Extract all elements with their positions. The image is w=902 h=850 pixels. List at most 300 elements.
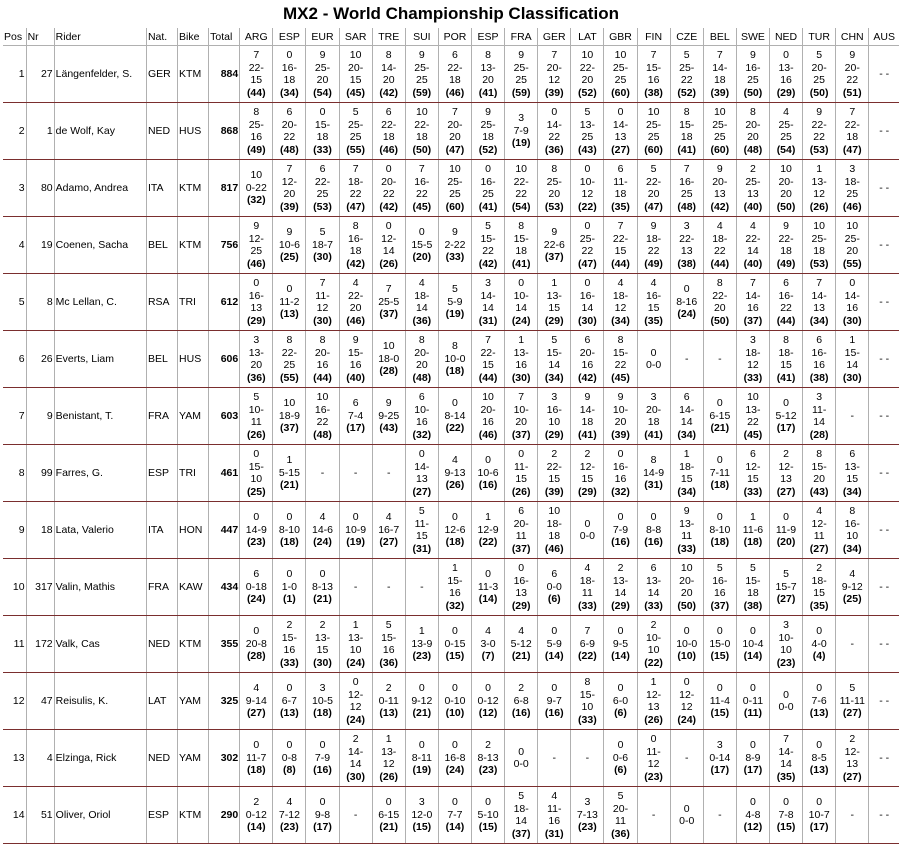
race-result-line: 9-13 xyxy=(444,466,466,479)
race-result-line: 9-14 xyxy=(245,694,267,707)
race-result-line: 1 xyxy=(551,277,558,289)
race-result-line: 10-0 xyxy=(676,637,698,650)
race-result-line: 25 xyxy=(581,131,594,143)
race-points: (55) xyxy=(280,371,299,384)
race-result-line: 8-8 xyxy=(646,523,662,536)
race-result-line: 8 xyxy=(683,106,690,118)
race-result-cell xyxy=(472,274,505,331)
race-result-cell xyxy=(869,445,899,502)
race-result-cell xyxy=(273,160,306,217)
race-result-cell xyxy=(736,103,769,160)
race-result-cell xyxy=(505,502,538,559)
race-points: (30) xyxy=(313,251,332,264)
race-result-cell xyxy=(869,730,899,787)
race-result-line: 6-15 xyxy=(709,409,731,422)
race-result-line: 4 xyxy=(551,790,558,802)
race-result-line: 13- xyxy=(579,118,595,131)
race-points: (1) xyxy=(282,593,296,606)
race-result-line: 4 xyxy=(253,682,260,695)
race-result-line: 0 xyxy=(617,511,624,524)
race-result-cell xyxy=(405,787,438,844)
race-result-line: - - xyxy=(879,181,890,194)
race-result-cell xyxy=(604,46,637,103)
race-points: (15) xyxy=(478,821,498,834)
cell-total: 884 xyxy=(209,46,240,103)
race-result-cell xyxy=(372,103,405,160)
race-result-cell xyxy=(703,46,736,103)
race-result-line: - xyxy=(684,352,689,365)
cell-bike: HUS xyxy=(178,103,209,160)
race-result-line: 3 xyxy=(849,163,856,175)
race-result-line: 1 xyxy=(485,511,491,524)
race-result-cell xyxy=(836,160,869,217)
race-result-cell xyxy=(240,730,273,787)
race-result-cell xyxy=(372,46,405,103)
race-result-line: 9 xyxy=(816,106,823,118)
race-points: (55) xyxy=(842,257,862,270)
race-points: (55) xyxy=(346,143,365,156)
race-result-line: 12- xyxy=(745,460,761,473)
race-result-line: 15- xyxy=(281,631,297,644)
race-result-line: 4 xyxy=(584,562,591,574)
race-result-line: 13- xyxy=(811,175,827,188)
race-result-line: 16 xyxy=(713,587,726,599)
race-result-line: 20- xyxy=(712,175,728,188)
race-result-line: 4 xyxy=(518,625,525,638)
race-result-line: 16 xyxy=(747,302,759,314)
race-result-cell xyxy=(869,502,899,559)
race-points: (36) xyxy=(379,656,399,669)
race-points: (48) xyxy=(412,371,432,384)
race-result-cell xyxy=(803,787,836,844)
race-result-line: 12 xyxy=(548,74,561,86)
race-result-cell xyxy=(670,46,703,103)
race-result-line: 0 xyxy=(750,625,756,638)
race-result-line: 0-11 xyxy=(378,694,399,707)
cell-nat: NED xyxy=(146,730,177,787)
race-points: (13) xyxy=(280,308,299,321)
race-result-line: 10 xyxy=(846,220,859,232)
race-result-line: 20 xyxy=(713,302,726,314)
race-result-line: 22 xyxy=(349,188,362,200)
race-result-cell xyxy=(736,160,769,217)
race-result-line: 6 xyxy=(551,568,558,581)
race-result-line: 0 xyxy=(385,796,392,809)
race-result-line: 20- xyxy=(579,346,595,359)
race-result-line: 7 xyxy=(352,163,359,175)
race-result-line: 20- xyxy=(281,118,297,131)
race-result-line: 14 xyxy=(349,758,362,770)
race-result-cell xyxy=(736,46,769,103)
race-result-line: 20- xyxy=(414,346,430,359)
race-result-line: 18- xyxy=(546,517,562,530)
race-result-cell xyxy=(836,673,869,730)
race-points: (30) xyxy=(842,371,862,384)
race-points: (49) xyxy=(644,257,663,270)
race-result-line: 4-0 xyxy=(811,637,827,650)
race-points: (26) xyxy=(379,770,399,783)
race-points: (60) xyxy=(710,143,730,156)
race-result-cell xyxy=(571,331,604,388)
race-points: (17) xyxy=(710,764,730,777)
race-points: (15) xyxy=(776,821,796,834)
race-result-line: 0 xyxy=(385,163,392,175)
race-result-cell xyxy=(571,160,604,217)
race-result-line: 22-6 xyxy=(543,238,565,251)
cell-nr: 27 xyxy=(26,46,54,103)
race-result-cell xyxy=(637,331,670,388)
race-result-line: 0 xyxy=(617,625,624,638)
table-row xyxy=(3,673,899,730)
race-result-line: 15 xyxy=(548,473,561,485)
race-points: (43) xyxy=(809,485,829,498)
race-result-line: 10-0 xyxy=(444,352,466,365)
race-result-cell xyxy=(703,616,736,673)
race-points: (39) xyxy=(544,485,564,498)
race-result-cell xyxy=(637,46,670,103)
race-result-line: 16- xyxy=(612,460,629,473)
race-result-cell xyxy=(538,502,571,559)
race-result-cell xyxy=(372,502,405,559)
race-result-cell xyxy=(571,388,604,445)
race-result-cell xyxy=(472,502,505,559)
page-title: MX2 - World Championship Classification xyxy=(283,4,619,23)
race-result-line: 10 xyxy=(647,644,660,656)
race-result-cell xyxy=(736,616,769,673)
race-result-cell xyxy=(505,103,538,160)
cell-rider: Oliver, Oriol xyxy=(54,787,146,844)
race-points: (48) xyxy=(743,143,763,156)
race-result-line: 5-9 xyxy=(447,295,463,308)
race-result-line: 0 xyxy=(253,739,260,752)
race-result-line: 25 xyxy=(647,131,660,143)
race-result-line: 18- xyxy=(612,289,629,302)
race-result-line: 7 xyxy=(849,106,856,118)
race-result-line: 22- xyxy=(314,175,331,188)
race-result-cell xyxy=(472,559,505,616)
header-bike: Bike xyxy=(178,28,209,46)
race-result-cell xyxy=(273,559,306,616)
race-result-line: 14- xyxy=(844,289,860,302)
race-result-cell xyxy=(703,445,736,502)
race-points: (16) xyxy=(313,764,332,777)
race-result-line: 8 xyxy=(352,220,359,232)
race-result-line: 7-11 xyxy=(709,466,730,479)
race-result-line: 12- xyxy=(679,688,695,701)
cell-bike: KTM xyxy=(178,217,209,274)
race-result-cell xyxy=(637,502,670,559)
race-result-line: 20 xyxy=(415,359,428,371)
race-result-line: 16 xyxy=(449,587,461,599)
race-result-line: 15- xyxy=(579,688,595,701)
race-result-line: 16 xyxy=(581,359,594,371)
cell-total: 461 xyxy=(209,445,240,502)
race-result-line: 12- xyxy=(281,175,297,188)
race-result-cell xyxy=(869,388,899,445)
race-points: (35) xyxy=(776,770,796,783)
race-result-line: 2-22 xyxy=(444,238,466,251)
cell-rider: Everts, Liam xyxy=(54,331,146,388)
cell-pos: 8 xyxy=(3,445,26,502)
race-result-line: 18 xyxy=(482,131,494,143)
race-points: (15) xyxy=(412,821,432,834)
cell-pos: 10 xyxy=(3,559,26,616)
race-result-cell xyxy=(538,730,571,787)
race-result-line: - - xyxy=(879,751,890,764)
race-result-cell xyxy=(339,331,372,388)
race-result-cell xyxy=(803,502,836,559)
race-result-line: 25 xyxy=(846,188,859,200)
race-points: (30) xyxy=(313,656,332,669)
race-result-line: 0 xyxy=(683,802,690,815)
cell-nr: 80 xyxy=(26,160,54,217)
race-points: (27) xyxy=(842,707,862,720)
race-result-cell xyxy=(571,502,604,559)
cell-nr: 99 xyxy=(26,445,54,502)
race-result-line: 11-7 xyxy=(246,751,267,764)
cell-pos: 7 xyxy=(3,388,26,445)
race-result-line: 0 xyxy=(783,49,789,61)
cell-pos: 14 xyxy=(3,787,26,844)
race-result-cell xyxy=(604,160,637,217)
race-result-cell xyxy=(769,160,802,217)
cell-bike: KTM xyxy=(178,160,209,217)
race-points: (21) xyxy=(379,821,399,834)
race-points: (11) xyxy=(743,707,762,720)
race-result-line: 16- xyxy=(314,403,331,416)
race-result-line: 0 xyxy=(253,625,260,638)
race-points: (41) xyxy=(511,257,531,270)
race-result-cell xyxy=(703,730,736,787)
race-points: (50) xyxy=(776,200,796,213)
race-result-cell xyxy=(339,559,372,616)
race-points: (42) xyxy=(346,257,365,270)
race-points: (18) xyxy=(313,707,332,720)
race-points: (26) xyxy=(246,428,266,441)
race-result-cell xyxy=(240,559,273,616)
race-result-line: 8 xyxy=(319,334,326,346)
header-race-cze: CZE xyxy=(670,28,703,46)
race-points: (23) xyxy=(776,656,796,669)
race-result-cell xyxy=(405,160,438,217)
race-result-line: 8 xyxy=(650,454,657,467)
race-result-line: 10 xyxy=(846,530,859,542)
race-result-cell xyxy=(670,445,703,502)
race-result-cell xyxy=(769,331,802,388)
race-result-line: 2 xyxy=(816,562,823,574)
race-result-cell xyxy=(339,730,372,787)
race-result-line: 9 xyxy=(716,163,723,175)
race-result-line: 7-9 xyxy=(513,124,529,137)
race-result-line: 14 xyxy=(581,302,594,314)
cell-nr: 18 xyxy=(26,502,54,559)
race-result-cell xyxy=(869,46,899,103)
race-points: (14) xyxy=(544,650,564,663)
race-result-cell xyxy=(538,274,571,331)
race-result-line: 0-15 xyxy=(444,637,466,650)
cell-nat: GER xyxy=(146,46,177,103)
cell-nat: BEL xyxy=(146,217,177,274)
race-result-line: 0-8 xyxy=(281,751,297,764)
race-result-line: 5 xyxy=(683,49,690,61)
race-result-line: 13 xyxy=(813,302,825,314)
race-result-line: 14 xyxy=(846,359,859,371)
race-result-line: 22 xyxy=(382,188,395,200)
race-result-line: 8 xyxy=(518,220,525,232)
race-result-line: 8 xyxy=(849,505,856,517)
race-result-line: 0 xyxy=(418,226,425,239)
race-points: (26) xyxy=(511,485,531,498)
race-points: (30) xyxy=(511,371,531,384)
cell-rider: Lata, Valerio xyxy=(54,502,146,559)
race-result-line: 18- xyxy=(348,175,364,188)
race-result-line: 25- xyxy=(546,175,562,188)
race-points: (16) xyxy=(511,707,531,720)
cell-nr: 317 xyxy=(26,559,54,616)
header-rider: Rider xyxy=(54,28,146,46)
race-result-cell xyxy=(306,559,339,616)
race-result-line: 7 xyxy=(584,625,591,638)
race-result-line: 20 xyxy=(680,587,693,599)
race-result-line: 9 xyxy=(385,397,392,410)
cell-bike: TRI xyxy=(178,445,209,502)
race-result-line: 15- xyxy=(612,346,629,359)
race-result-cell xyxy=(339,388,372,445)
race-result-line: 13- xyxy=(314,631,331,644)
race-points: (30) xyxy=(313,314,332,327)
race-result-line: 8-10 xyxy=(278,523,300,536)
race-points: (50) xyxy=(677,599,697,612)
cell-nr: 4 xyxy=(26,730,54,787)
race-result-line: 25- xyxy=(480,118,496,131)
race-result-line: 13 xyxy=(713,188,726,200)
race-result-line: 4 xyxy=(418,277,425,289)
race-points: (24) xyxy=(346,713,365,726)
race-result-cell xyxy=(604,730,637,787)
race-result-cell xyxy=(803,388,836,445)
race-points: (8) xyxy=(282,764,296,777)
race-result-line: 9-25 xyxy=(378,409,400,422)
race-result-line: 25- xyxy=(447,175,463,188)
race-points: (41) xyxy=(677,143,697,156)
race-result-line: 0-14 xyxy=(709,751,731,764)
race-result-cell xyxy=(769,787,802,844)
race-result-line: 10- xyxy=(248,403,264,416)
race-points: (32) xyxy=(246,194,266,207)
race-result-line: 6 xyxy=(352,397,359,410)
race-points: (36) xyxy=(544,143,564,156)
race-result-line: 10 xyxy=(415,106,428,118)
race-result-line: 8-11 xyxy=(411,751,432,764)
race-result-cell xyxy=(769,103,802,160)
cell-rider: Elzinga, Rick xyxy=(54,730,146,787)
race-points: (30) xyxy=(842,314,862,327)
race-points: (18) xyxy=(246,764,266,777)
race-result-line: 15-7 xyxy=(775,580,797,593)
race-result-line: 0-18 xyxy=(245,580,267,593)
race-result-line: 7 xyxy=(783,733,789,745)
race-result-line: 18 xyxy=(449,74,461,86)
race-result-line: 16 xyxy=(482,416,494,428)
race-result-cell xyxy=(769,559,802,616)
cell-nr: 1 xyxy=(26,103,54,160)
race-result-cell xyxy=(438,730,471,787)
race-result-line: 25- xyxy=(679,61,695,74)
race-result-cell xyxy=(372,217,405,274)
race-result-line: 10- xyxy=(513,289,529,302)
cell-nat: ESP xyxy=(146,787,177,844)
race-result-line: 16- xyxy=(414,175,430,188)
race-result-line: 2 xyxy=(352,733,359,745)
race-result-cell xyxy=(637,616,670,673)
race-result-cell xyxy=(703,160,736,217)
race-result-cell xyxy=(637,787,670,844)
race-points: (21) xyxy=(710,422,730,435)
race-points: (46) xyxy=(544,542,564,555)
race-result-line: 10 xyxy=(581,701,594,713)
race-result-line: 14 xyxy=(382,245,395,257)
race-result-line: 0 xyxy=(319,568,326,581)
race-result-cell xyxy=(405,730,438,787)
race-result-cell xyxy=(736,673,769,730)
race-result-line: 0 xyxy=(551,682,558,695)
table-row xyxy=(3,445,899,502)
race-points: (46) xyxy=(246,257,266,270)
race-result-line: 12- xyxy=(811,517,827,530)
race-result-line: 2 xyxy=(485,739,491,752)
race-result-line: 15 xyxy=(250,74,263,86)
race-result-line: 8-13 xyxy=(477,751,499,764)
race-result-line: 6-9 xyxy=(579,637,595,650)
race-result-line: 0 xyxy=(617,448,624,460)
race-result-line: 9 xyxy=(551,226,558,239)
race-points: (31) xyxy=(544,827,564,840)
race-result-line: - - xyxy=(879,409,890,422)
race-result-line: 13- xyxy=(745,403,761,416)
race-result-line: 11 xyxy=(813,530,825,542)
race-result-line: 5 xyxy=(518,790,525,802)
race-points: (38) xyxy=(809,371,829,384)
cell-rider: Coenen, Sacha xyxy=(54,217,146,274)
race-result-line: 22 xyxy=(846,74,859,86)
race-result-line: 20- xyxy=(679,574,695,587)
race-result-cell xyxy=(538,103,571,160)
cell-total: 355 xyxy=(209,616,240,673)
race-result-line: 3 xyxy=(253,334,260,346)
race-points: (27) xyxy=(379,536,399,549)
race-result-line: 16-7 xyxy=(378,523,400,536)
race-result-line: 0-6 xyxy=(612,751,629,764)
race-points: (45) xyxy=(743,428,763,441)
race-result-cell xyxy=(803,160,836,217)
race-result-line: 12 xyxy=(647,758,660,770)
table-row xyxy=(3,787,899,844)
race-result-line: 20 xyxy=(614,416,627,428)
race-result-line: 10 xyxy=(283,397,296,410)
race-result-line: 15 xyxy=(780,359,792,371)
race-result-line: 13- xyxy=(546,289,562,302)
race-result-cell xyxy=(405,559,438,616)
race-result-line: 25- xyxy=(778,118,794,131)
race-result-cell xyxy=(736,274,769,331)
race-result-line: 0 xyxy=(716,454,723,467)
race-result-line: 22 xyxy=(614,359,627,371)
race-points: (30) xyxy=(578,314,597,327)
race-result-cell xyxy=(736,388,769,445)
race-result-line: 2 xyxy=(319,619,326,631)
race-result-line: 10 xyxy=(747,391,759,403)
race-result-line: 15- xyxy=(381,631,397,644)
